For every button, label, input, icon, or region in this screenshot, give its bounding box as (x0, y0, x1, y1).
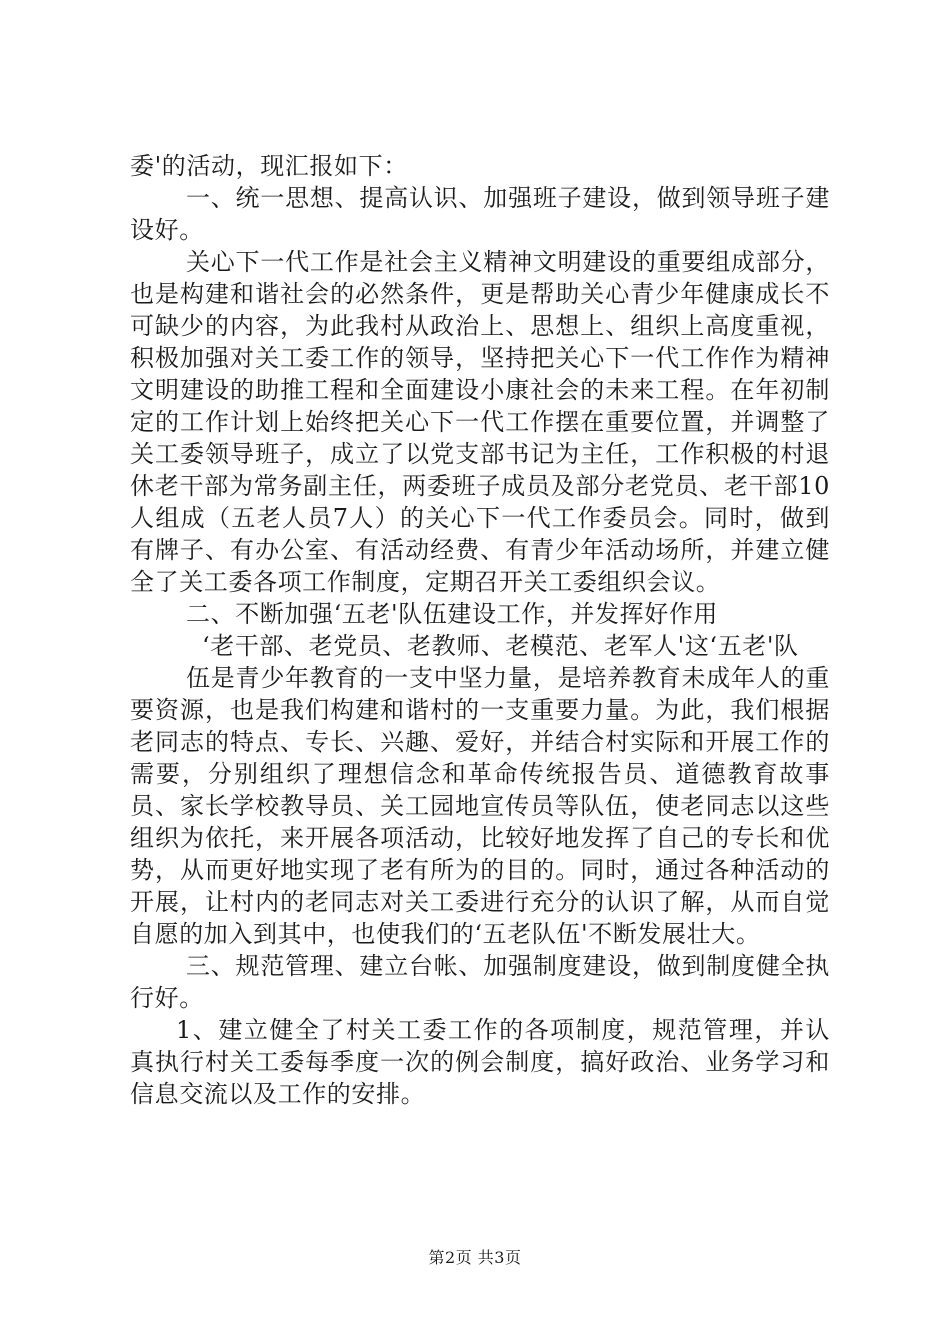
paragraph-intro: 委'的活动，现汇报如下： (130, 152, 408, 180)
paragraph-five-elders-line: ‘老干部、老党员、老教师、老模范、老军人'这‘五老'队 (202, 632, 799, 660)
section-heading-1: 一、统一思想、提高认识、加强班子建设，做到领导班子建设好。 (130, 184, 830, 244)
document-body (130, 150, 830, 1110)
paragraph-section-2: 伍是青少年教育的一支中坚力量，是培养教育未成年人的重要资源，也是我们构建和谐村的一支重要力量。为此，我们根据老同志的特点、专长、兴趣、爱好，并结合村实际和开展工作的需要，分别组织了理想信念和革命传统报告员、道德教育故事员、家长学校教导员、关工园地宣传员等队伍，使老同志以这些组织为依托，来开展各项活动，比较好地发挥了自己的专长和优势，从而更好地实现了老有所为的目的。同时，通过各种活动的开展，让村内的老同志对关工委进行充分的认识了解，从而自觉自愿的加入到其中，也使我们的‘五老队伍'不断发展壮大。 (130, 664, 830, 948)
paragraph-section-1: 关心下一代工作是社会主义精神文明建设的重要组成部分，也是构建和谐社会的必然条件，更是帮助关心青少年健康成长不可缺少的内容，为此我村从政治上、思想上、组织上高度重视，积极加强对关工委工作的领导，坚持把关心下一代工作作为精神文明建设的助推工程和全面建设小康社会的未来工程。在年初制定的工作计划上始终把关心下一代工作摆在重要位置，并调整了关工委领导班子，成立了以党支部书记为主任，工作积极的村退休老干部为常务副主任，两委班子成员及部分老党员、老干部10人组成（五老人员7人）的关心下一代工作委员会。同时，做到有牌子、有办公室、有活动经费、有青少年活动场所，并建立健全了关工委各项工作制度，定期召开关工委组织会议。 (130, 248, 830, 596)
section-heading-3: 三、规范管理、建立台帐、加强制度建设，做到制度健全执行好。 (130, 952, 830, 1012)
section-heading-2: 二、不断加强‘五老'队伍建设工作，并发挥好作用 (186, 600, 719, 628)
page-number-footer: 第2页 共3页 (428, 1248, 522, 1267)
paragraph-item-1: 1、建立健全了村关工委工作的各项制度，规范管理，并认真执行村关工委每季度一次的例会制度，搞好政治、业务学习和信息交流以及工作的安排。 (130, 1016, 830, 1108)
